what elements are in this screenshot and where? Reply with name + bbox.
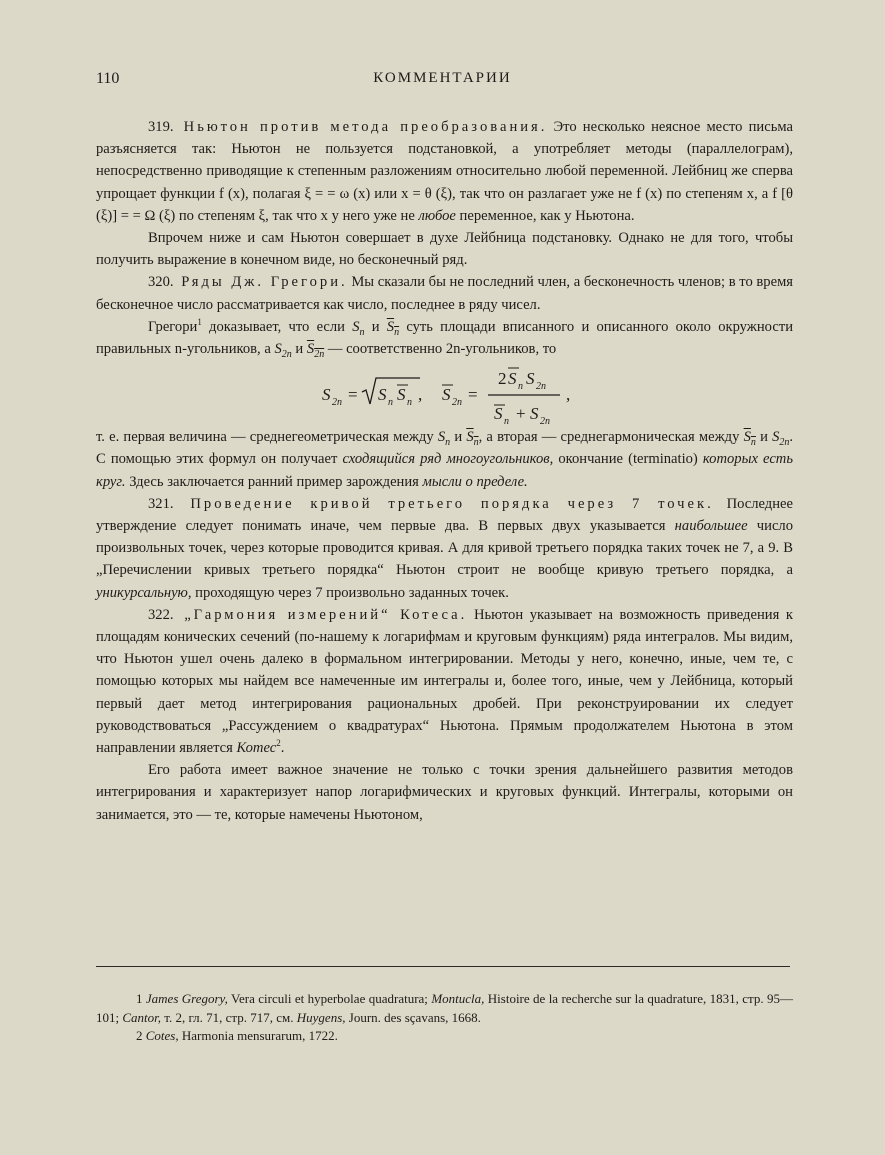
footnote-ref[interactable]: 2 bbox=[276, 738, 281, 749]
gregory-formula bbox=[96, 360, 793, 426]
math-s-n: $S_n$ bbox=[437, 429, 451, 449]
formula-comma: , bbox=[566, 385, 571, 405]
section-322-paragraph: 322. „Гармония измерений“ Котеса. Ньютон указывает на возможность приведения к площадям конических сечений (по-нашему к логарифмам и круговым функциям) ряда интегралов. Мы видим, что Ньютон ушел очень далеко в формальном интегрировании. Методы у него, конечно, иные, чем те, с помощью которых мы найдем все намеченные им интегралы и, более того, иные, чем у Лейбница, который первый дает метод интегрирования рациональных дробей. При реконструировании их следует руководствоваться „Рассуждением о квадратурах“ Ньютона. Прямым продолжателем Ньютона в этом направлении является Котес$^2$. bbox=[96, 606, 794, 757]
paragraph-text: проходящую через 7 произвольно заданных точек. bbox=[191, 584, 509, 601]
formula-plus: + bbox=[516, 404, 526, 424]
running-head bbox=[96, 70, 789, 94]
emphasis: Котес bbox=[236, 740, 277, 757]
math-s-bar-n: $S_n$ bbox=[466, 429, 479, 449]
formula-sub: 2n bbox=[332, 397, 342, 409]
emphasis: уникурсальную, bbox=[96, 584, 192, 601]
footnote-text: Journ. des sçavans, 1668. bbox=[345, 1009, 481, 1025]
formula-s: S bbox=[378, 385, 387, 405]
formula-s: S bbox=[508, 369, 517, 389]
body-text bbox=[96, 116, 793, 826]
math-s-2n: $S_{2n}$ bbox=[274, 341, 292, 360]
footnote-ref[interactable]: 1 bbox=[197, 316, 202, 327]
paragraph-text: Здесь заключается ранний пример зарождения bbox=[125, 473, 423, 490]
section-number: 319. bbox=[148, 119, 174, 135]
paragraph-text: Мы сказали бы не последний член, а бесконечность членов; в то время бесконечное число рассматривается как число, последнее в ряду чисел. bbox=[96, 274, 794, 313]
paragraph-text: т. е. первая величина — среднегеометрическая между bbox=[96, 429, 438, 446]
paragraph-text: Последнее утверждение следует понимать иначе, чем первые два. В первых двух указывается bbox=[96, 495, 793, 535]
formula-sub: n bbox=[407, 397, 412, 409]
paragraph-text: Это несколько неясное место письма разъясняется так: Ньютон не пользуется подстановкой, а употребляет методы (параллелограм), непосредственно приводящие к степенным разложениям относительно любой переменной. Лейбниц же сперва упрощает функции f (x), полагая ξ = = ω (x) или x = θ (ξ), так что он разлагает уже не f (x) по степеням x, а f [θ (ξ)] = = Ω (ξ) по степеням ξ, так что x у него уже не bbox=[96, 119, 793, 224]
formula-equals: = bbox=[348, 385, 358, 405]
author: Cantor, bbox=[122, 1009, 162, 1025]
author: Huygens, bbox=[296, 1009, 346, 1025]
footnote-2 bbox=[96, 1027, 793, 1046]
math-s-bar-n: $S_n$ bbox=[386, 318, 400, 338]
formula-s: S bbox=[397, 385, 406, 405]
footnote-divider bbox=[96, 966, 790, 967]
math-s-n: $S_n$ bbox=[352, 318, 365, 338]
paragraph-text: и bbox=[450, 429, 467, 446]
emphasis: наибольшее bbox=[674, 518, 748, 535]
paragraph-text: , а вторая — среднегармоническая между bbox=[478, 429, 744, 446]
emphasis: любое bbox=[418, 207, 456, 224]
formula-svg bbox=[322, 360, 622, 426]
formula-s: S bbox=[530, 404, 539, 424]
footnote-number: 2 bbox=[136, 1028, 143, 1043]
footnotes bbox=[96, 990, 793, 1046]
footnote-text: т. 2, гл. 71, стр. 717, см. bbox=[161, 1009, 297, 1025]
paragraph-text: — соответственно 2n-угольников, то bbox=[324, 341, 557, 358]
paragraph-text: переменное, как у Ньютона. bbox=[455, 207, 635, 224]
section-number: 320. bbox=[148, 274, 174, 291]
formula-equals: = bbox=[468, 385, 478, 405]
section-320-paragraph-2 bbox=[96, 316, 793, 360]
paragraph-text: . С помощью этих формул он получает bbox=[96, 429, 794, 468]
author: Montucla, bbox=[431, 991, 485, 1006]
formula-sub: n bbox=[518, 381, 523, 393]
section-319-paragraph-2: Впрочем ниже и сам Ньютон совершает в духе Лейбница подстановку. Однако не для того, чтобы получить выражение в конечном виде, но бесконечный ряд. bbox=[96, 230, 793, 269]
formula-sub: n bbox=[388, 397, 393, 409]
formula-sub: 2n bbox=[452, 397, 462, 409]
paragraph-text: и bbox=[291, 341, 307, 358]
section-title: Ньютон против метода преобразования. bbox=[183, 119, 548, 135]
paragraph-text: Ньютон указывает на возможность приведения к площадям конических сечений (по-нашему к логарифмам и круговым функциям) ряда интегралов. Мы видим, что Ньютон ушел очень далеко в формальном интегрировании. Методы у него, конечно, иные, чем те, с помощью которых мы найдем все намеченные им интегралы и, более того, иные, чем у Лейбница, который первый дает метод интегрирования рациональных дробей. При реконструировании их следует руководствоваться „Рассуждением о квадратурах“ Ньютона. Прямым продолжателем Ньютона в этом направлении является bbox=[96, 606, 794, 757]
emphasis: которых есть круг. bbox=[96, 451, 793, 490]
paragraph-text: Грегори bbox=[148, 318, 198, 335]
math-s-bar-n: $S_n$ bbox=[743, 429, 756, 449]
section-title: Ряды Дж. Грегори. bbox=[181, 274, 348, 291]
section-321-paragraph bbox=[96, 493, 793, 604]
formula-sub: n bbox=[504, 416, 509, 428]
section-320-paragraph-3 bbox=[96, 426, 793, 493]
paragraph-text: число произвольных точек, через которые проводится кривая. А для кривой третьего порядка таких точек не 7, а 9. В „Перечислении кривых третьего порядка“ Ньютон строит не вообще кривую третьего порядка, а bbox=[96, 518, 793, 579]
emphasis: мысли о пределе. bbox=[422, 473, 528, 490]
formula-s: S bbox=[526, 369, 535, 389]
footnote-text: Histoire de la recherche sur la quadrature, 1831, стр. 95—101; bbox=[96, 991, 793, 1025]
section-319-paragraph bbox=[96, 116, 793, 227]
footnote-1 bbox=[96, 990, 793, 1027]
section-number: 321. bbox=[148, 495, 174, 512]
author: James Gregory, bbox=[145, 991, 228, 1006]
running-title: КОММЕНТАРИИ bbox=[373, 70, 512, 86]
section-322-paragraph-2: Его работа имеет важное значение не только с точки зрения дальнейшего развития методов интегрирования и характеризует напор логарифмических и круговых функций. Интегралы, которыми он занимается, это — те, которые намечены Ньютоном, bbox=[96, 762, 793, 823]
section-number: 322. bbox=[148, 606, 174, 623]
paragraph-text: доказывает, что если bbox=[201, 318, 353, 335]
paragraph-text: и bbox=[364, 318, 387, 335]
formula-sub: 2n bbox=[540, 416, 550, 428]
section-320-paragraph bbox=[96, 271, 793, 315]
formula-s: S bbox=[494, 404, 503, 424]
author: Cotes, bbox=[145, 1028, 179, 1043]
formula-two: 2 bbox=[498, 369, 507, 389]
paragraph-text: и bbox=[755, 429, 773, 446]
math-s-2n: $S_{2n}$ bbox=[772, 429, 790, 449]
footnote-text: Harmonia mensurarum, 1722. bbox=[178, 1028, 338, 1043]
footnote-text: Vera circuli et hyperbolae quadratura; bbox=[227, 991, 432, 1006]
section-title: Проведение кривой третьего порядка через 7 точек. bbox=[190, 495, 714, 512]
math-s-bar-2n: $S_{2n}$ bbox=[306, 341, 325, 360]
page-number: 110 bbox=[96, 70, 120, 87]
footnote-number: 1 bbox=[136, 991, 143, 1006]
formula-s: S bbox=[322, 385, 331, 405]
paragraph-text: окончание (terminatio) bbox=[553, 451, 703, 468]
paragraph-text: суть площади вписанного и описанного около окружности правильных n-угольников, а bbox=[96, 318, 794, 358]
formula-comma: , bbox=[418, 385, 423, 405]
emphasis: сходящийся ряд многоугольников, bbox=[342, 451, 554, 468]
formula-sub: 2n bbox=[536, 381, 546, 393]
formula-s: S bbox=[442, 385, 451, 405]
section-title: „Гармония измерений“ Котеса. bbox=[184, 606, 468, 623]
